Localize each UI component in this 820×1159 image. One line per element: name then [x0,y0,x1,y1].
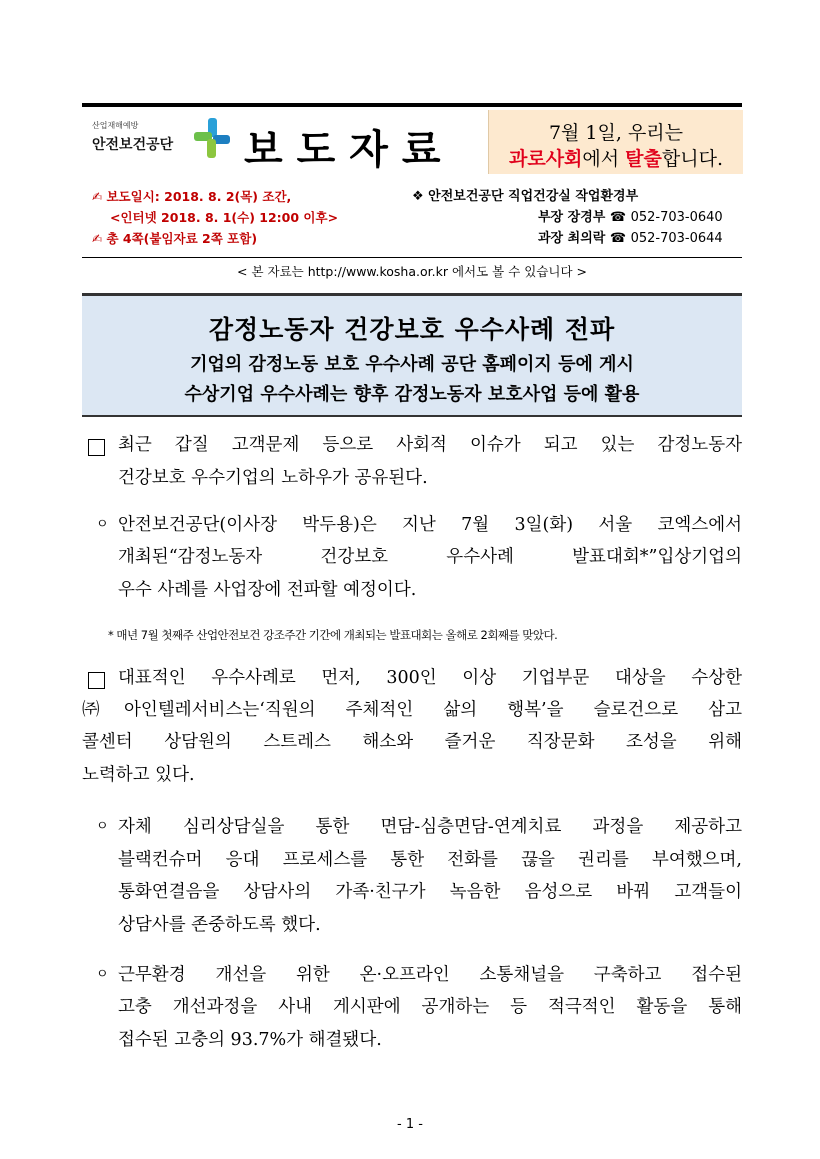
paragraph-line: ㈜아인텔레서비스는‘직원의 주체적인 삶의 행복’을 슬로건으로 삼고 [82,700,742,720]
contact-row-1 [412,207,723,228]
slogan-highlight-2: 탈출 [625,148,662,170]
headline-sub-1: 기업의 감정노동 보호 우수사례 공단 홈페이지 등에 게시 [190,354,634,375]
paragraph-line: 대표적인 우수사례로 먼저, 300인 이상 기업부문 대상을 수상한 [118,668,742,688]
release-info [92,186,338,249]
release-pages: 총 4쪽(붙임자료 2쪽 포함) [106,231,258,246]
paragraph-line: 건강보호 우수기업의 노하우가 공유된다. [118,468,428,488]
slogan-text-1: 에서 [582,148,626,170]
contact-person-2: 과장 최의락 [538,231,606,246]
paragraph-line: 고충 개선과정을 사내 게시판에 공개하는 등 적극적인 활동을 통해 [118,997,742,1017]
contact-dept: ❖ 안전보건공단 직업건강실 작업환경부 [412,189,639,204]
pen-icon: ✍ [92,189,103,204]
paragraph-line: 최근 갑질 고객문제 등으로 사회적 이슈가 되고 있는 감정노동자 [118,435,742,455]
contact-person-1: 부장 장경부 [538,210,606,225]
phone-icon: ☎ [609,210,627,225]
release-date: 보도일시: 2018. 8. 2(목) 조간, [106,189,292,204]
footnote: * 매년 7월 첫째주 산업안전보건 강조주간 기간에 개최되는 발표대회는 올해로 2회째를 맞았다. [108,628,558,642]
slogan-box [488,110,743,174]
slogan-line-2 [489,144,743,171]
slogan-text-2: 합니다. [661,148,723,170]
contact-info [412,186,723,249]
paragraph-line: 안전보건공단(이사장 박두용)은 지난 7월 3일(화) 서울 코엑스에서 [118,515,742,535]
release-date-row [92,186,338,207]
paragraph-line: 콜센터 상담원의 스트레스 해소와 즐거운 직장문화 조성을 위해 [82,732,742,752]
paragraph-line: 블랙컨슈머 응대 프로세스를 통한 전화를 끊을 권리를 부여했으며, [118,850,742,870]
phone-icon: ☎ [609,231,627,246]
release-internet-date: <인터넷 2018. 8. 1(수) 12:00 이후> [110,210,339,225]
org-logo [92,118,222,164]
paragraph-line: 자체 심리상담실을 통한 면담-심층면담-연계치료 과정을 제공하고 [118,817,742,837]
headline-box [82,293,742,417]
slogan-highlight-1: 과로사회 [509,148,583,170]
cross-logo-icon [194,118,230,158]
square-bullet-icon [88,439,105,456]
slogan-line-1: 7월 1일, 우리는 [548,122,684,144]
divider [82,257,742,258]
page-number: - 1 - [397,1117,423,1132]
website-notice: < 본 자료는 http://www.kosha.or.kr 에서도 볼 수 있습니다 > [237,264,587,279]
page-title: 보도자료 [244,126,455,173]
contact-phone-1: 052-703-0640 [630,210,723,225]
circle-bullet: ㅇ [96,967,109,982]
org-logo-name: 안전보건공단 [92,137,174,153]
contact-phone-2: 052-703-0644 [630,231,723,246]
release-pages-row [92,228,338,249]
paragraph-line: 개최된“감정노동자 건강보호 우수사례 발표대회*”입상기업의 [118,547,742,567]
headline-main: 감정노동자 건강보호 우수사례 전파 [208,315,616,344]
paragraph-line: 접수된 고충의 93.7%가 해결됐다. [118,1030,382,1050]
circle-bullet: ㅇ [96,819,109,834]
paragraph-line: 통화연결음을 상담사의 가족·친구가 녹음한 음성으로 바꿔 고객들이 [118,882,742,902]
paragraph-line: 우수 사례를 사업장에 전파할 예정이다. [118,580,417,600]
paragraph-line: 근무환경 개선을 위한 온·오프라인 소통채널을 구축하고 접수된 [118,965,742,985]
org-logo-subtitle: 산업재해예방 [92,121,139,130]
release-internet-row [92,207,338,228]
contact-row-2 [412,228,723,249]
circle-bullet: ㅇ [96,517,109,532]
pen-icon: ✍ [92,231,103,246]
top-rule [82,103,742,107]
paragraph-line: 노력하고 있다. [82,765,195,785]
square-bullet-icon [88,672,105,689]
paragraph-line: 상담사를 존중하도록 했다. [118,915,321,935]
headline-sub-2: 수상기업 우수사례는 향후 감정노동자 보호사업 등에 활용 [184,384,640,405]
